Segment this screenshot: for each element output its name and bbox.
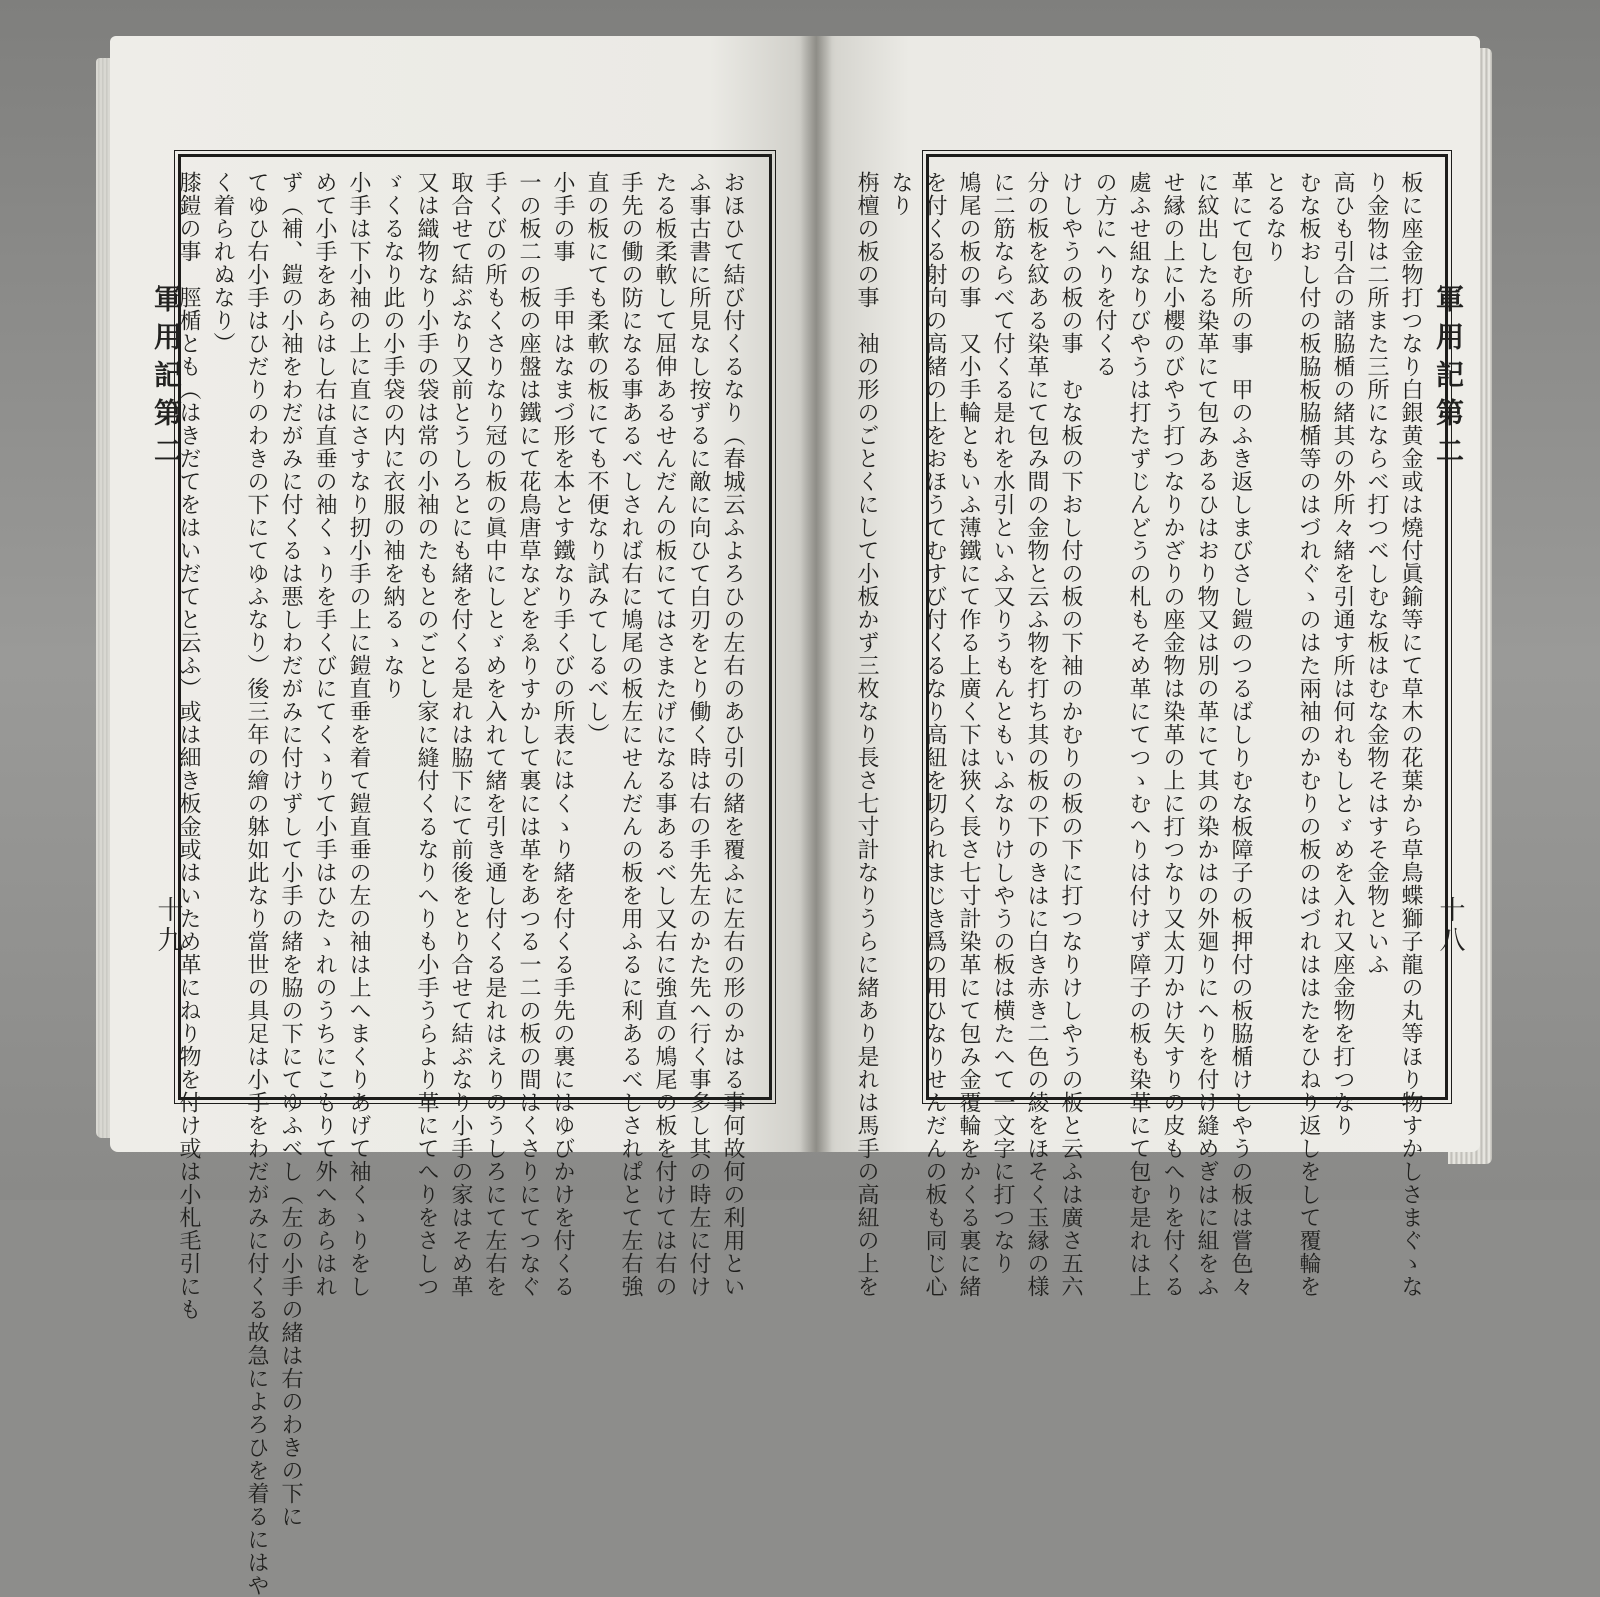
text-column: 取合せて結ぶなり又前とうしろとにも緒を付くる是れは脇下にて前後をとり合せて結ぶなり小手の家はそめ革 [448, 171, 473, 1298]
left-running-head: 軍用記第二 [150, 284, 183, 474]
text-column: 高ひも引合の諸脇楯の緒其の外所々緒を引通す所は何れもしとゞめを入れ又座金物を打つなり [1330, 171, 1355, 1137]
text-column: ゞくるなり此の小手袋の内に衣服の袖を納るゝなり [380, 171, 405, 700]
open-book [110, 36, 1480, 1597]
text-column: 直の板にても柔軟の板にても不便なり試みてしるべし） [584, 171, 609, 746]
text-column: 膝鎧の事 脛楯とも（はきだてをはいだてと云ふ）或は細き板金或はいため革にねり物を付け或は小札毛引にも [176, 171, 201, 1321]
text-column: 手先の働の防になる事あるべしされば右に鳩尾の板左にせんだんの板を用ふるに利あるべしされぱとて左右強 [618, 171, 643, 1298]
text-column: 栴檀の板の事 袖の形のごとくにして小板かず三枚なり長さ七寸計なりうらに緒あり是れは馬手の高紐の上を [854, 171, 879, 1298]
right-running-head: 軍用記第二 [1432, 284, 1465, 474]
text-column: 鳩尾の板の事 又小手輪ともいふ薄鐵にて作る上廣く下は狹く長さ七寸計染革にて包み金覆輪をかくる裏に緒 [956, 171, 981, 1298]
text-column: の方にへりを付くる [1092, 171, 1117, 378]
gutter-shadow [800, 36, 832, 1152]
text-column: く着られぬなり） [210, 171, 235, 355]
text-column: 一の板二の板の座盤は鐵にて花鳥唐草などをゑりすかして裏には革をあつる一二の板の間はくさりにてつなぐ [516, 171, 541, 1298]
text-column: 小手の事 手甲はなまづ形を本とす鐵なり手くびの所表にはくゝり緒を付くる手先の裏にはゆびかけを付くる [550, 171, 575, 1298]
left-page-number: 十九 [153, 896, 183, 956]
text-column: を付くる射向の高緒の上をおほうてむすび付くるなり高紐を切られまじき爲の用ひなりせんだんの板も同じ心 [922, 171, 947, 1298]
text-column: り金物は二所また三所にならべ打つべしむな板はむな金物そはすそ金物といふ [1364, 171, 1389, 976]
text-column: 手くびの所もくさりなり冠の板の眞中にしとゞめを入れて緒を引き通し付くる是れはえりのうしろにて左右を [482, 171, 507, 1298]
text-column: おほひて結び付くるなり（春城云ふよろひの左右のあひ引の緒を覆ふに左右の形のかはる事何故何の利用とい [720, 171, 745, 1298]
text-column: 處ふせ組なりびやうは打たずじんどうの札もそめ革にてつゝむへりは付けず障子の板も染革にて包む是れは上 [1126, 171, 1151, 1298]
right-text-frame [854, 154, 1448, 1298]
text-column: ず（補、鎧の小袖をわだがみに付くるは悪しわだがみに付けずして小手の緒を脇の下にてゆふべし（左の小手の緒は右のわきの下に [278, 171, 303, 1528]
text-column: 板に座金物打つなり白銀黄金或は燒付眞鍮等にて草木の花葉から草鳥蝶獅子龍の丸等ほり物すかしさまぐゝな [1398, 171, 1423, 1298]
text-column: に紋出したる染革にて包みあるひはおり物又は別の革にて其の染かはの外廻りにへりを付け縫めぎはに組をふ [1194, 171, 1219, 1298]
text-column: 又は織物なり小手の袋は常の小袖のたもとのごとし家に縫付くるなりへりも小手うらより革にてへりをさしつ [414, 171, 439, 1298]
text-column: てゆひ右小手はひだりのわきの下にてゆふなり）後三年の繪の躰如此なり當世の具足は小手をわだがみに付くる故急によろひを着るにはや [244, 171, 269, 1597]
right-body-text [854, 171, 1427, 1298]
text-column: けしやうの板の事 むな板の下おし付の板の下袖のかむりの板の下に打つなりけしやうの板と云ふは廣さ五六 [1058, 171, 1083, 1298]
right-page [816, 36, 1480, 1298]
text-column: 小手は下小袖の上に直にさすなり扨小手の上に鎧直垂を着て鎧直垂の左の袖は上へまくりあげて袖くゝりをし [346, 171, 371, 1298]
text-column: めて小手をあらはし右は直垂の袖くゝりを手くびにてくゝりて小手はひたゝれのうちにこもりて外へあらはれ [312, 171, 337, 1298]
text-column: に二筋ならべて付くる是れを水引といふ又りうもんともいふなりけしやうの板は横たへて一文字に打つなり [990, 171, 1015, 1275]
text-column: 分の板を紋ある染革にて包み間の金物と云ふ物を打ち其の板の下のきはに白き赤き二色の綾をほそく玉縁の様 [1024, 171, 1049, 1298]
text-column: せ縁の上に小櫻のびやう打つなりかざりの座金物は染革の上に打つなり又太刀かけ矢すりの皮もへりを付くる [1160, 171, 1185, 1298]
left-body-text [176, 171, 749, 1597]
right-page-number: 十八 [1435, 896, 1465, 956]
left-page [110, 36, 816, 1597]
text-column: 革にて包む所の事 甲のふき返しまびさし鎧のつるばしりむな板障子の板押付の板脇楯けしやうの板は嘗色々 [1228, 171, 1253, 1298]
text-column: なり [888, 171, 913, 217]
text-column: ふ事古書に所見なし按ずるに敵に向ひて白刃をとり働く時は右の手先左のかた先へ行く事多し其の時左に付け [686, 171, 711, 1298]
text-column: たる板柔軟して屈伸あるせんだんの板にてはさまたげになる事あるべし又右に強直の鳩尾の板を付けては右の [652, 171, 677, 1298]
text-column: とるなり [1262, 171, 1287, 263]
left-text-frame [176, 154, 772, 1597]
text-column: むな板おし付の板脇板脇楯等のはづれぐゝのはた兩袖のかむりの板のはづれははたをひねり返しをして覆輪を [1296, 171, 1321, 1298]
